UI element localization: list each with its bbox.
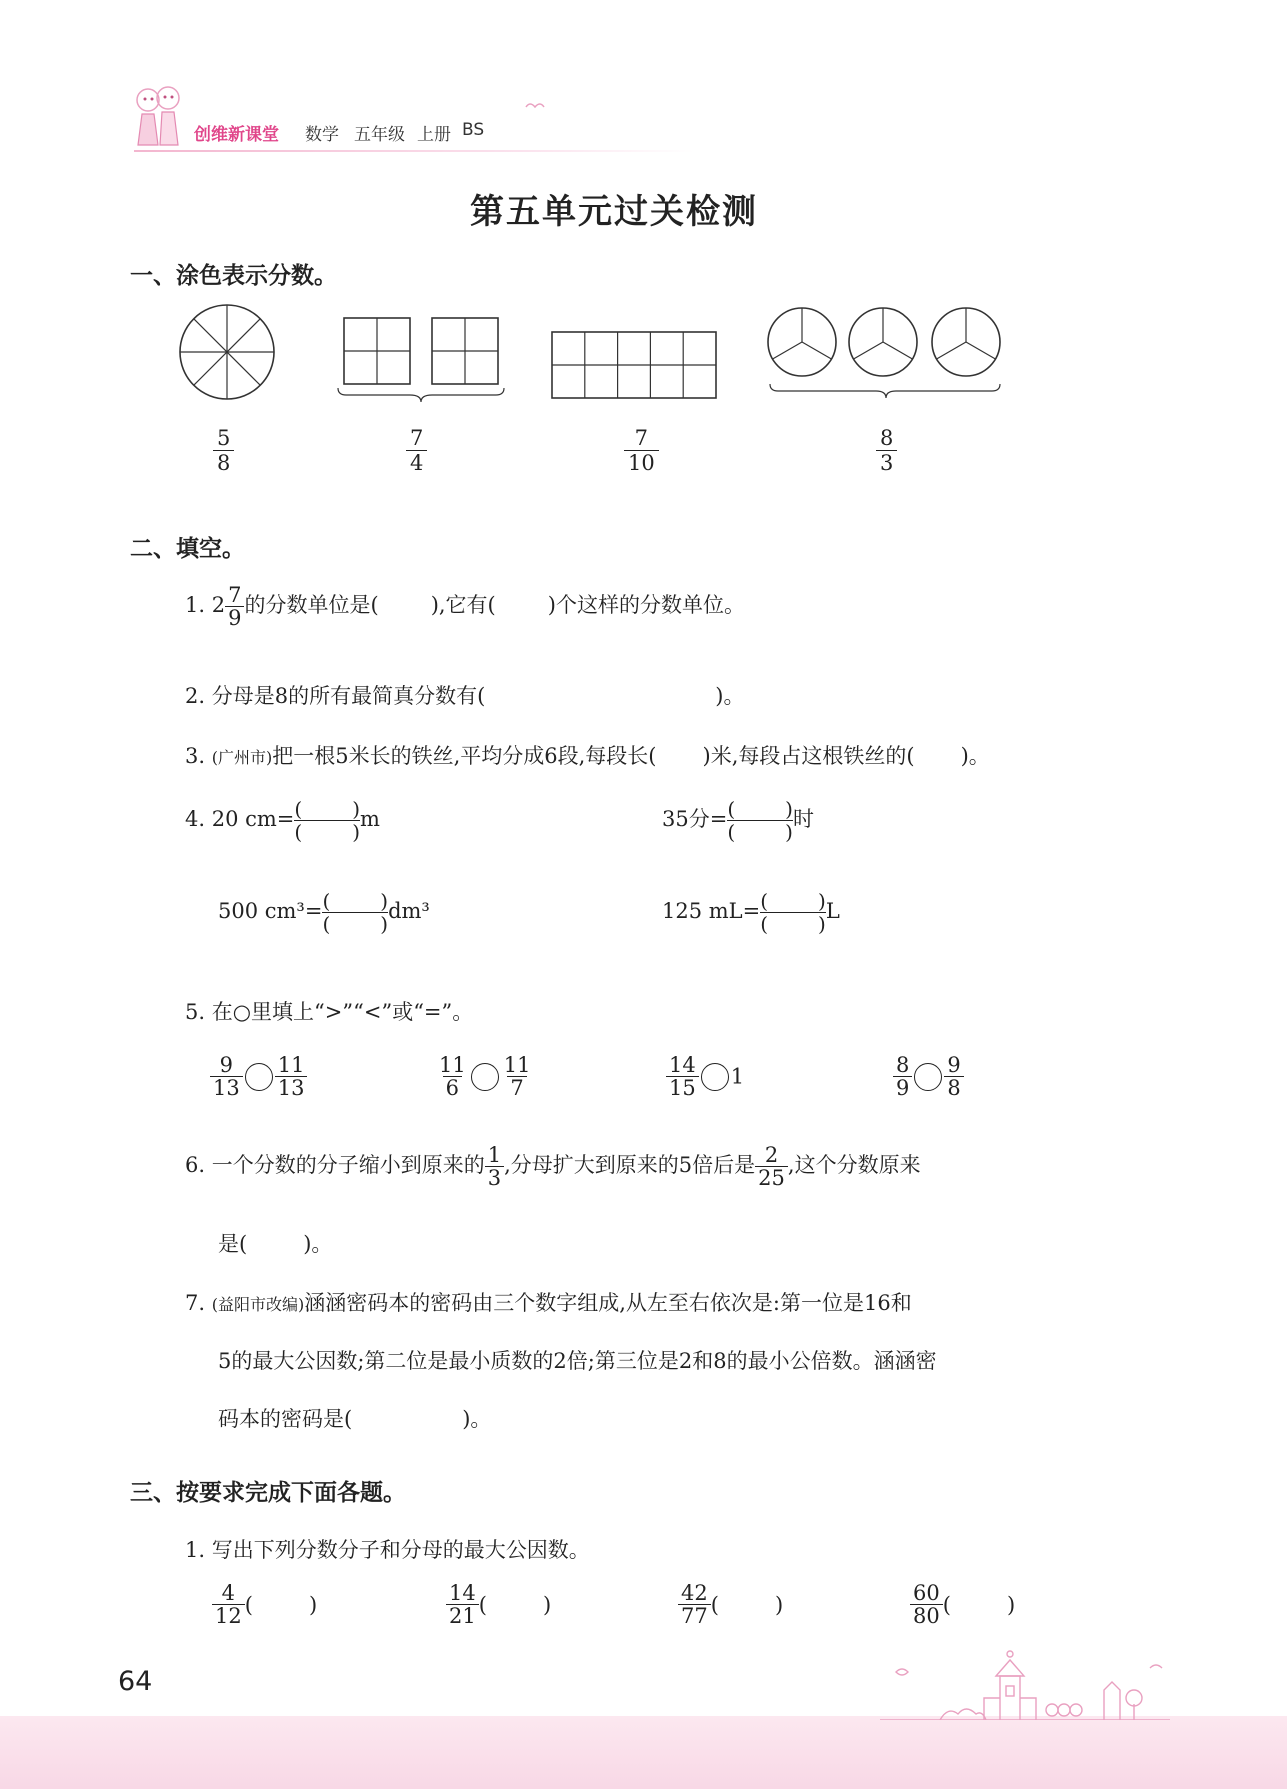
s2-q6-line2: 是( )。 bbox=[218, 1232, 333, 1256]
s2-q7-line2: 5的最大公因数;第二位是最小质数的2倍;第三位是2和8的最小公倍数。涵涵密 bbox=[218, 1349, 937, 1373]
s2-q3: 3. (广州市)把一根5米长的铁丝,平均分成6段,每段长( )米,每段占这根铁丝的( )。 bbox=[185, 744, 990, 768]
s2-q6-line1: 6. 一个分数的分子缩小到原来的 $\frac{1}{3}$ ,分母扩大到原来的5倍后是 $\frac{2}{25}$ ,这个分数原来 bbox=[185, 1143, 921, 1191]
circle-thirds-figure bbox=[768, 308, 1000, 398]
compare-circle[interactable] bbox=[914, 1063, 942, 1091]
header-brand: 创维新课堂 bbox=[194, 125, 279, 145]
header-bird-icon bbox=[524, 98, 546, 112]
compare-circle[interactable] bbox=[471, 1063, 499, 1091]
s2-q7-line3: 码本的密码是( )。 bbox=[218, 1407, 492, 1431]
s2-q4-c: 500 cm³= $\frac{( )}{( )}$ dm³ bbox=[218, 889, 430, 936]
s2-q1: 1. 2 $\frac{7}{9}$ 的分数单位是( ),它有( )个这样的分数单位。 bbox=[185, 583, 745, 631]
square-quarters-figure bbox=[338, 318, 504, 402]
page-title: 第五单元过关检测 bbox=[470, 192, 758, 232]
s2-q5-item-1: $\frac{9}{13}$ $\frac{11}{13}$ bbox=[210, 1054, 307, 1099]
s2-q4-d: 125 mL= $\frac{( )}{( )}$ L bbox=[662, 889, 840, 936]
s3-q1-item-2: $\frac{14}{21}$ ( ) bbox=[446, 1582, 551, 1627]
compare-circle[interactable] bbox=[245, 1063, 273, 1091]
header-subject: 数学 bbox=[305, 125, 339, 145]
section2-heading: 二、填空。 bbox=[130, 536, 245, 562]
s1-fraction-1: $\frac{5}{8}$ bbox=[213, 426, 234, 475]
s2-q7-line1: 7. (益阳市改编)涵涵密码本的密码由三个数字组成,从左至右依次是:第一位是16和 bbox=[185, 1291, 912, 1315]
section3-heading: 三、按要求完成下面各题。 bbox=[130, 1480, 406, 1506]
circle-eighths-figure bbox=[180, 305, 274, 399]
s1-fraction-3: $\frac{7}{10}$ bbox=[624, 426, 659, 475]
compare-circle[interactable] bbox=[701, 1063, 729, 1091]
header-divider bbox=[134, 150, 694, 152]
castle-decoration-icon bbox=[880, 1646, 1170, 1720]
page-number: 64 bbox=[118, 1666, 153, 1697]
s1-fraction-2: $\frac{7}{4}$ bbox=[406, 426, 427, 475]
rect-tenths-figure bbox=[552, 332, 716, 398]
fraction-figures bbox=[170, 300, 1030, 410]
header-grade: 五年级 bbox=[354, 125, 405, 145]
s2-q4-b: 35分= $\frac{( )}{( )}$ 时 bbox=[662, 797, 814, 844]
footer-band bbox=[0, 1716, 1287, 1789]
s2-q5: 5. 在○里填上“>”“<”或“=”。 bbox=[185, 1000, 474, 1024]
header-volume: 上册 bbox=[417, 125, 451, 145]
s3-q1-item-3: $\frac{42}{77}$ ( ) bbox=[678, 1582, 783, 1627]
header-edition: BS bbox=[462, 120, 485, 140]
s2-q5-item-2: $\frac{11}{6}$ $\frac{11}{7}$ bbox=[439, 1053, 531, 1101]
s2-q5-item-4: $\frac{8}{9}$ $\frac{9}{8}$ bbox=[893, 1054, 964, 1099]
s2-q5-item-3: $\frac{14}{15}$ 1 bbox=[666, 1054, 744, 1099]
s3-q1-item-1: $\frac{4}{12}$ ( ) bbox=[212, 1582, 317, 1627]
s3-q1: 1. 写出下列分数分子和分母的最大公因数。 bbox=[185, 1538, 590, 1562]
s3-q1-item-4: $\frac{60}{80}$ ( ) bbox=[910, 1582, 1015, 1627]
s1-fraction-4: $\frac{8}{3}$ bbox=[876, 426, 897, 475]
s2-q4-a: 4. 20 cm= $\frac{( )}{( )}$ m bbox=[185, 797, 380, 844]
section1-heading: 一、涂色表示分数。 bbox=[130, 263, 337, 289]
s2-q2: 2. 分母是8的所有最简真分数有( )。 bbox=[185, 684, 745, 708]
header-mascot-icon bbox=[128, 80, 188, 150]
